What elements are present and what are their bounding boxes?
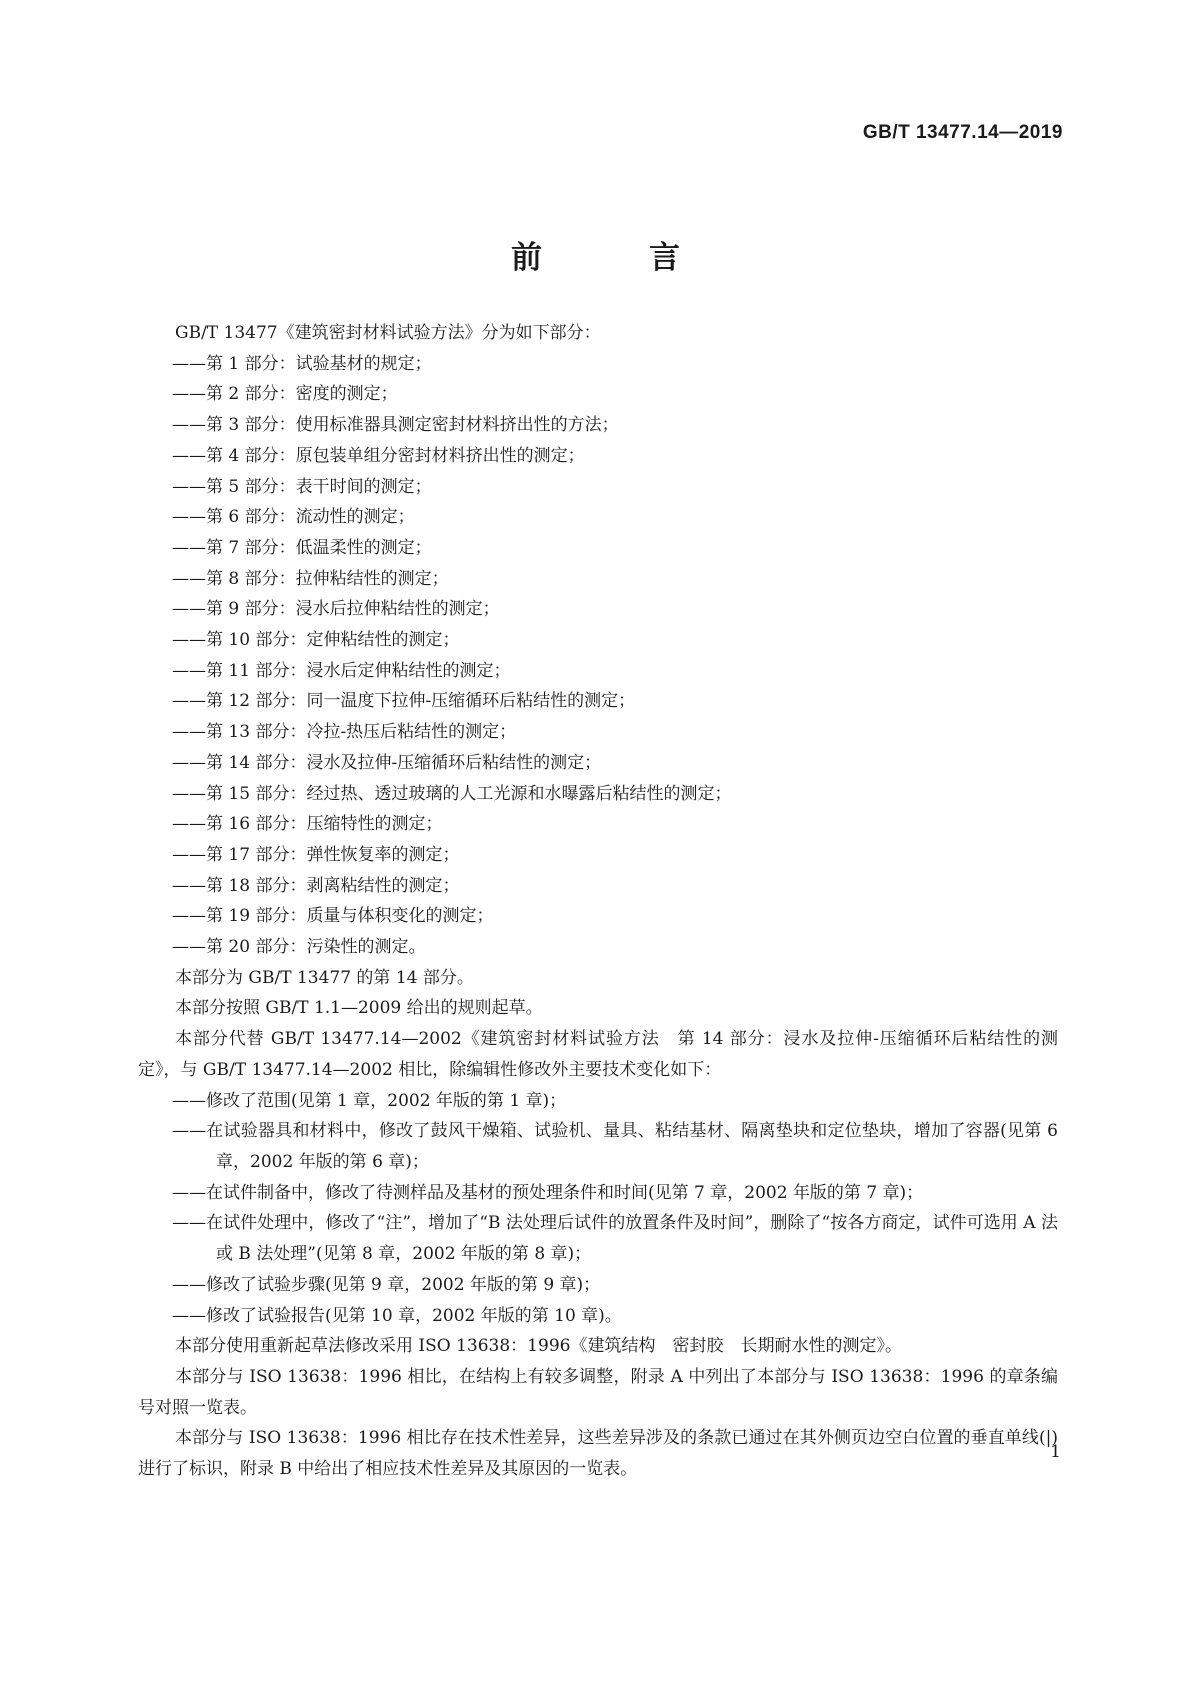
list-item: ——第 8 部分：拉伸粘结性的测定； xyxy=(172,568,449,589)
page-number: 1 xyxy=(1050,1442,1061,1462)
list-item: ——第 14 部分：浸水及拉伸-压缩循环后粘结性的测定； xyxy=(172,752,602,773)
list-item: ——第 18 部分：剥离粘结性的测定； xyxy=(172,875,460,896)
list-item: ——第 12 部分：同一温度下拉伸-压缩循环后粘结性的测定； xyxy=(172,691,636,712)
list-item: ——第 13 部分：冷拉-热压后粘结性的测定； xyxy=(172,722,517,743)
iso-structure-paragraph: 本部分与 ISO 13638：1996 相比，在结构上有较多调整，附录 A 中列出了本部分与 ISO 13638：1996 的章条编号对照一览表。 xyxy=(138,1366,1058,1418)
list-item: ——第 7 部分：低温柔性的测定； xyxy=(172,537,432,558)
list-item: ——在试件制备中，修改了待测样品及基材的预处理条件和时间(见第 7 章，2002 年版的第 7 章)； xyxy=(172,1182,924,1203)
changes-list xyxy=(138,1086,1058,1332)
list-item: ——第 2 部分：密度的测定； xyxy=(172,384,398,405)
replaces-paragraph: 本部分代替 GB/T 13477.14—2002《建筑密封材料试验方法 第 14 部分：浸水及拉伸-压缩循环后粘结性的测定》，与 GB/T 13477.14—2002 相比，除编辑性修改外主要技术变化如下： xyxy=(138,1029,1058,1080)
iso-diff-paragraph: 本部分与 ISO 13638：1996 相比存在技术性差异，这些差异涉及的条款已通过在其外侧页边空白位置的垂直单线(|)进行了标识，附录 B 中给出了相应技术性差异及其原因的一览表。 xyxy=(138,1428,1058,1480)
parts-list xyxy=(138,349,1058,963)
list-item: ——第 11 部分：浸水后定伸粘结性的测定； xyxy=(172,660,511,681)
list-item: ——第 3 部分：使用标准器具测定密封材料挤出性的方法； xyxy=(172,415,619,436)
page-title: 前 言 xyxy=(511,240,718,276)
list-item: ——第 6 部分：流动性的测定； xyxy=(172,507,415,528)
drafting-paragraph: 本部分按照 GB/T 1.1—2009 给出的规则起草。 xyxy=(175,998,543,1019)
list-item: ——第 9 部分：浸水后拉伸粘结性的测定； xyxy=(172,599,500,620)
intro-paragraph: GB/T 13477《建筑密封材料试验方法》分为如下部分： xyxy=(175,323,601,343)
list-item: ——修改了试验步骤(见第 9 章，2002 年版的第 9 章)； xyxy=(172,1274,601,1295)
list-item: ——第 10 部分：定伸粘结性的测定； xyxy=(172,630,460,651)
list-item: ——第 19 部分：质量与体积变化的测定； xyxy=(172,906,494,927)
list-item: ——第 15 部分：经过热、透过玻璃的人工光源和水曝露后粘结性的测定； xyxy=(172,783,732,804)
list-item: ——第 1 部分：试验基材的规定； xyxy=(172,353,432,374)
list-item: ——第 4 部分：原包装单组分密封材料挤出性的测定； xyxy=(172,445,585,466)
list-item: ——第 16 部分：压缩特性的测定； xyxy=(172,814,443,835)
part-of-paragraph: 本部分为 GB/T 13477 的第 14 部分。 xyxy=(175,967,474,988)
iso-adopt-paragraph: 本部分使用重新起草法修改采用 ISO 13638：1996《建筑结构 密封胶 长期耐水性的测定》。 xyxy=(175,1336,902,1357)
list-item: ——在试件处理中，修改了“注”，增加了“B 法处理后试件的放置条件及时间”，删除了“按各方商定，试件可选用 A 法或 B 法处理”(见第 8 章，2002 年版的第 8 章)； xyxy=(172,1213,1058,1265)
list-item: ——在试验器具和材料中，修改了鼓风干燥箱、试验机、量具、粘结基材、隔离垫块和定位垫块，增加了容器(见第 6 章，2002 年版的第 6 章)； xyxy=(172,1121,1058,1172)
list-item: ——第 20 部分：污染性的测定。 xyxy=(172,937,426,958)
list-item: ——第 5 部分：表干时间的测定； xyxy=(172,476,432,497)
list-item: ——修改了范围(见第 1 章，2002 年版的第 1 章)； xyxy=(172,1090,567,1111)
standard-code: GB/T 13477.14—2019 xyxy=(862,122,1063,143)
document-body xyxy=(138,318,1058,1485)
list-item: ——第 17 部分：弹性恢复率的测定； xyxy=(172,844,460,865)
list-item: ——修改了试验报告(见第 10 章，2002 年版的第 10 章)。 xyxy=(172,1305,622,1326)
